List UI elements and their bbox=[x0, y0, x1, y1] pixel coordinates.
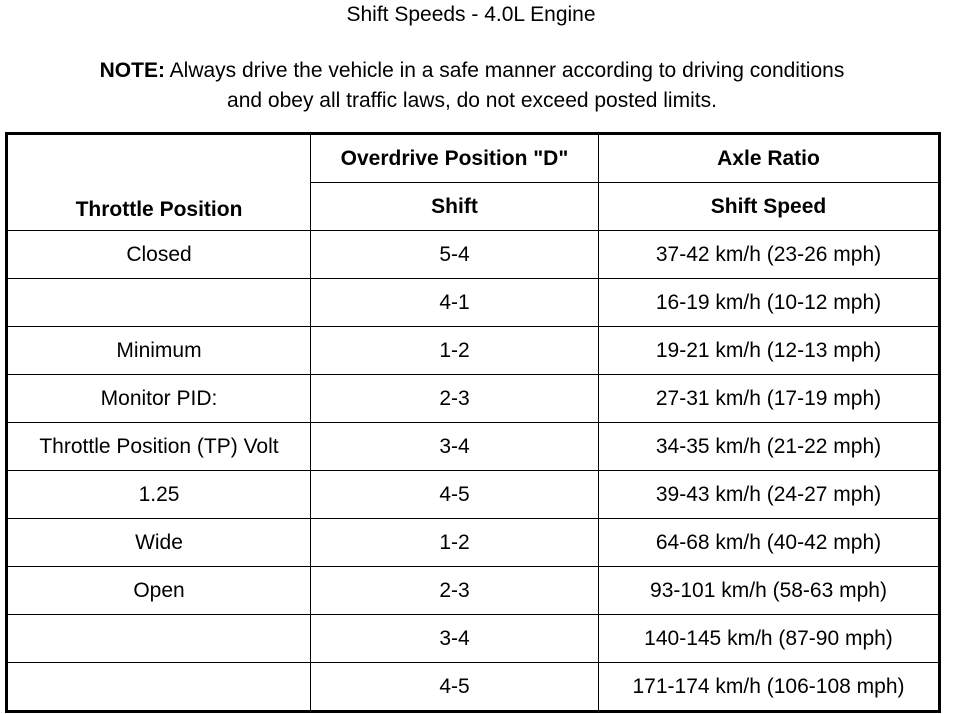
cell-shift: 1-2 bbox=[311, 327, 599, 375]
cell-throttle: Open bbox=[7, 567, 311, 615]
cell-shift: 5-4 bbox=[311, 231, 599, 279]
note-label: NOTE: bbox=[99, 59, 165, 82]
cell-throttle bbox=[7, 615, 311, 663]
cell-shift: 2-3 bbox=[311, 375, 599, 423]
cell-throttle: Wide bbox=[7, 519, 311, 567]
shift-speed-table bbox=[5, 132, 941, 713]
page-title: Shift Speeds - 4.0L Engine bbox=[346, 3, 596, 26]
cell-shift: 4-5 bbox=[311, 471, 599, 519]
table-row bbox=[7, 327, 940, 375]
cell-speed: 37-42 km/h (23-26 mph) bbox=[599, 231, 940, 279]
header-row-top bbox=[7, 134, 940, 183]
note-text-1: Always drive the vehicle in a safe manner according to driving conditions bbox=[164, 59, 845, 82]
header-shift-speed: Shift Speed bbox=[599, 183, 940, 231]
cell-speed: 39-43 km/h (24-27 mph) bbox=[599, 471, 940, 519]
note-text-2: and obey all traffic laws, do not exceed posted limits. bbox=[227, 89, 717, 112]
header-axle-ratio: Axle Ratio bbox=[599, 134, 940, 183]
cell-speed: 64-68 km/h (40-42 mph) bbox=[599, 519, 940, 567]
cell-throttle: Closed bbox=[7, 231, 311, 279]
cell-throttle: 1.25 bbox=[7, 471, 311, 519]
cell-shift: 1-2 bbox=[311, 519, 599, 567]
table-row bbox=[7, 615, 940, 663]
header-throttle-position: Throttle Position bbox=[7, 134, 311, 231]
cell-shift: 2-3 bbox=[311, 567, 599, 615]
cell-throttle bbox=[7, 279, 311, 327]
safety-note bbox=[0, 56, 944, 116]
table-row bbox=[7, 231, 940, 279]
table-row bbox=[7, 567, 940, 615]
cell-speed: 27-31 km/h (17-19 mph) bbox=[599, 375, 940, 423]
cell-throttle: Monitor PID: bbox=[7, 375, 311, 423]
table-row bbox=[7, 423, 940, 471]
table-row bbox=[7, 471, 940, 519]
header-shift: Shift bbox=[311, 183, 599, 231]
cell-shift: 4-5 bbox=[311, 663, 599, 712]
cell-speed: 34-35 km/h (21-22 mph) bbox=[599, 423, 940, 471]
table-row bbox=[7, 663, 940, 712]
cell-speed: 16-19 km/h (10-12 mph) bbox=[599, 279, 940, 327]
cell-shift: 3-4 bbox=[311, 615, 599, 663]
cell-throttle bbox=[7, 663, 311, 712]
cell-shift: 3-4 bbox=[311, 423, 599, 471]
cell-throttle: Throttle Position (TP) Volt bbox=[7, 423, 311, 471]
cell-speed: 171-174 km/h (106-108 mph) bbox=[599, 663, 940, 712]
note-line-1 bbox=[0, 56, 944, 86]
cell-speed: 93-101 km/h (58-63 mph) bbox=[599, 567, 940, 615]
cell-throttle: Minimum bbox=[7, 327, 311, 375]
cell-speed: 140-145 km/h (87-90 mph) bbox=[599, 615, 940, 663]
table-row bbox=[7, 375, 940, 423]
cell-shift: 4-1 bbox=[311, 279, 599, 327]
cell-speed: 19-21 km/h (12-13 mph) bbox=[599, 327, 940, 375]
table-row bbox=[7, 279, 940, 327]
header-overdrive: Overdrive Position "D" bbox=[311, 134, 599, 183]
table-row bbox=[7, 519, 940, 567]
